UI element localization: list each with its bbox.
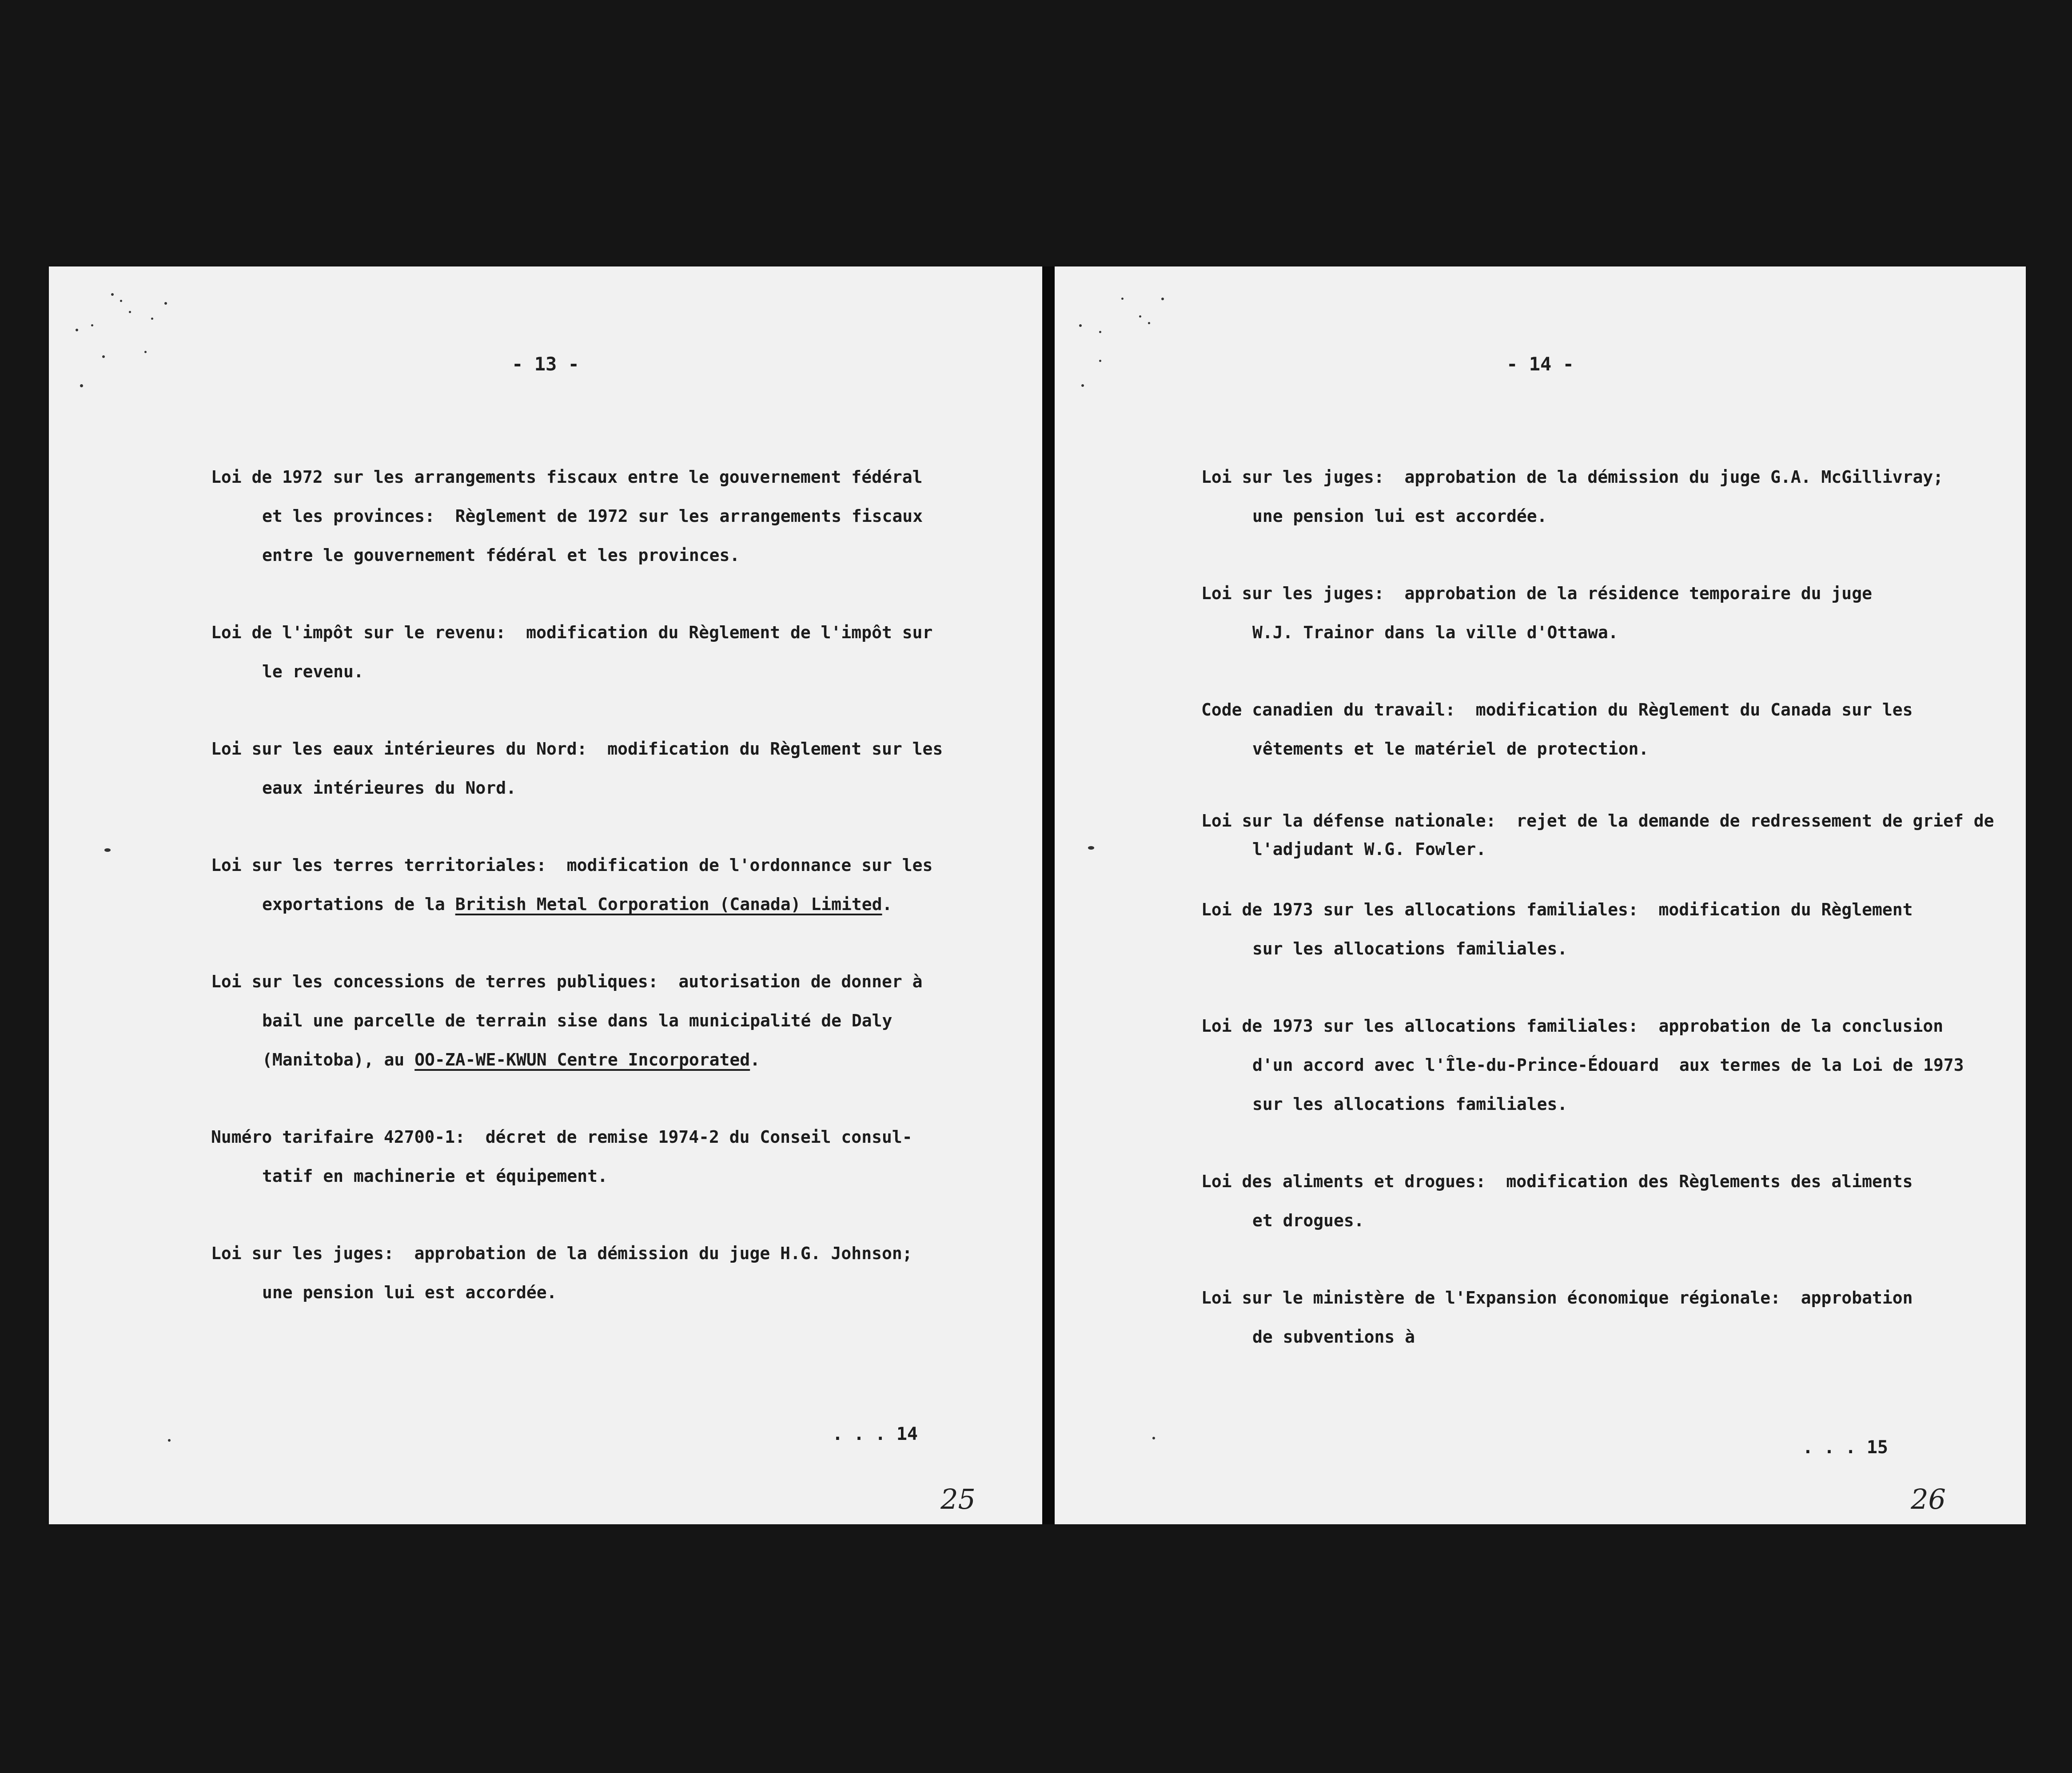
list-item: [211, 613, 1011, 691]
print-speck: [168, 1439, 171, 1442]
entry-line: Loi sur le ministère de l'Expansion économique régionale: approbation: [1201, 1288, 1913, 1308]
entry-line: sur les allocations familiales.: [1252, 1094, 1568, 1114]
entry-line: Loi de 1973 sur les allocations familiales: modification du Règlement: [1201, 900, 1913, 919]
print-speck: [1121, 298, 1124, 300]
print-speck: [120, 300, 122, 302]
entry-text: exportations de la: [262, 894, 455, 914]
list-item: [1201, 574, 2010, 652]
print-speck: [1139, 315, 1141, 318]
handwritten-page-number: 26: [1911, 1483, 1946, 1515]
entry-line: d'un accord avec l'Île-du-Prince-Édouard aux termes de la Loi de 1973: [1252, 1055, 1964, 1075]
entry-line: Loi de 1973 sur les allocations familiales: approbation de la conclusion: [1201, 1016, 1944, 1036]
entry-text: .: [882, 894, 893, 914]
entry-line: Loi sur les juges: approbation de la démission du juge G.A. McGillivray;: [1201, 467, 1944, 487]
list-item: [211, 457, 1011, 575]
print-speck: [111, 293, 114, 296]
print-speck: [1088, 846, 1094, 850]
entry-line: [211, 885, 1011, 924]
print-speck: [164, 302, 167, 305]
entry-line: Code canadien du travail: modification du Règlement du Canada sur les: [1201, 700, 1913, 720]
list-item: [211, 846, 1011, 924]
entry-line: Loi sur les juges: approbation de la démission du juge H.G. Johnson;: [211, 1244, 912, 1263]
entry-line: W.J. Trainor dans la ville d'Ottawa.: [1252, 623, 1618, 642]
entry-line: bail une parcelle de terrain sise dans la municipalité de Daly: [262, 1011, 893, 1030]
list-item: [1201, 690, 2010, 768]
underlined-company-name: OO-ZA-WE-KWUN Centre Incorporated: [414, 1050, 750, 1069]
entry-line: le revenu.: [262, 662, 364, 681]
page-number-header: - 13 -: [512, 353, 579, 375]
print-speck: [1152, 1437, 1155, 1439]
entry-line: Loi sur les concessions de terres publiques: autorisation de donner à: [211, 972, 923, 991]
print-speck: [1081, 384, 1084, 387]
entry-line: une pension lui est accordée.: [262, 1283, 557, 1302]
entry-line: Loi sur les juges: approbation de la résidence temporaire du juge: [1201, 584, 1872, 603]
list-item: [211, 1117, 1011, 1196]
print-speck: [76, 329, 78, 331]
page-number-header: - 14 -: [1506, 353, 1574, 375]
list-item: [1201, 807, 2010, 863]
list-item: [211, 1234, 1011, 1312]
document-page-13: [49, 266, 1042, 1524]
list-item: [1201, 1006, 2010, 1124]
entry-line: une pension lui est accordée.: [1252, 506, 1547, 526]
list-item: [211, 729, 1011, 807]
print-speck: [91, 324, 93, 326]
list-item: [1201, 890, 2010, 968]
entry-line: de subventions à: [1252, 1327, 1415, 1347]
entry-line: l'adjudant W.G. Fowler.: [1252, 839, 1486, 859]
entry-line: Loi des aliments et drogues: modification des Règlements des aliments: [1201, 1172, 1913, 1191]
entry-line: Loi sur les terres territoriales: modification de l'ordonnance sur les: [211, 855, 933, 875]
list-item: [211, 962, 1011, 1079]
entry-line: Loi sur la défense nationale: rejet de la demande de redressement de grief de: [1201, 811, 1994, 831]
handwritten-page-number: 25: [940, 1483, 976, 1515]
print-speck: [1148, 322, 1150, 324]
entry-line: et les provinces: Règlement de 1972 sur les arrangements fiscaux: [262, 506, 923, 526]
print-speck: [1079, 324, 1082, 327]
entry-line: vêtements et le matériel de protection.: [1252, 739, 1649, 759]
list-item: [1201, 1278, 2010, 1356]
entry-line: tatif en machinerie et équipement.: [262, 1166, 608, 1186]
entry-line: Loi sur les eaux intérieures du Nord: modification du Règlement sur les: [211, 739, 943, 759]
entry-line: sur les allocations familiales.: [1252, 939, 1568, 958]
print-speck: [80, 384, 83, 387]
entry-text: .: [750, 1050, 761, 1069]
print-speck: [104, 848, 111, 852]
continuation-marker: . . . 15: [1802, 1437, 1888, 1458]
print-speck: [1099, 331, 1101, 333]
print-speck: [129, 311, 131, 313]
list-item: [1201, 1162, 2010, 1240]
print-speck: [1161, 298, 1164, 300]
entry-line: entre le gouvernement fédéral et les provinces.: [262, 545, 740, 565]
entry-text: (Manitoba), au: [262, 1050, 415, 1069]
list-item: [1201, 457, 2010, 536]
entry-line: [211, 1040, 1011, 1079]
entry-line: Loi de 1972 sur les arrangements fiscaux entre le gouvernement fédéral: [211, 467, 923, 487]
entry-line: eaux intérieures du Nord.: [262, 778, 516, 798]
entry-line: Loi de l'impôt sur le revenu: modification du Règlement de l'impôt sur: [211, 623, 933, 642]
entry-line: Numéro tarifaire 42700-1: décret de remise 1974-2 du Conseil consul-: [211, 1127, 912, 1147]
entries-list: [211, 457, 1011, 1350]
document-page-14: [1055, 266, 2026, 1524]
entries-list: [1201, 457, 2010, 1395]
print-speck: [151, 318, 153, 320]
underlined-company-name: British Metal Corporation (Canada) Limited: [455, 894, 882, 914]
entry-line: et drogues.: [1252, 1211, 1364, 1230]
continuation-marker: . . . 14: [832, 1424, 918, 1444]
